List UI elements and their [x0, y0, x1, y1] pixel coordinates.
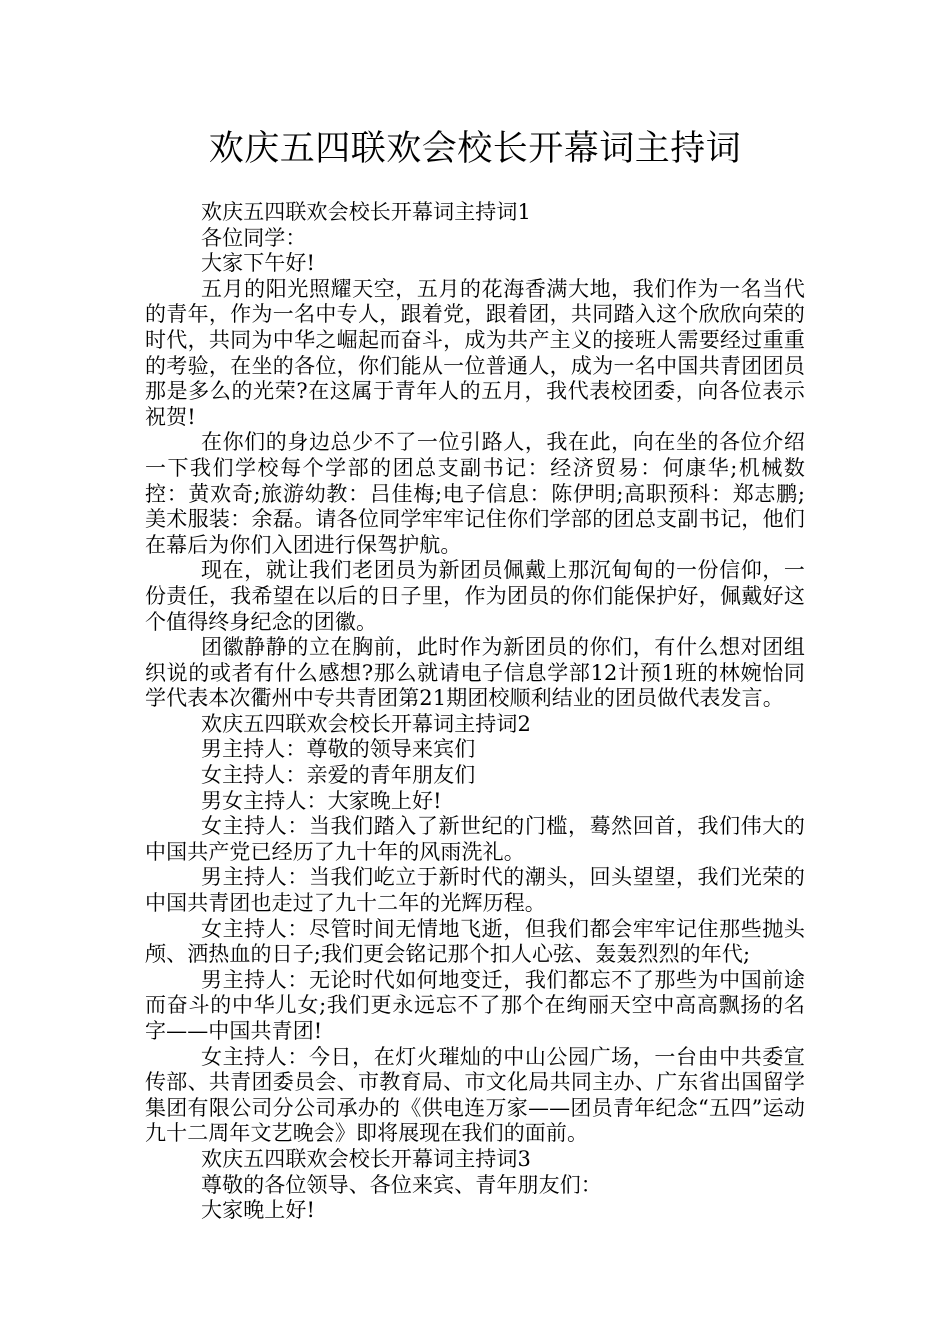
- paragraph: 大家晚上好!: [201, 1198, 316, 1223]
- paragraph: 各位同学：: [201, 225, 307, 250]
- paragraph: 女主持人：当我们踏入了新世纪的门槛，蓦然回首，我们伟大的中国共产党已经历了九十年的风雨洗礼。: [145, 814, 805, 864]
- paragraph: 欢庆五四联欢会校长开幕词主持词3: [201, 1146, 531, 1171]
- paragraph: 女主持人：尽管时间无情地飞逝，但我们都会牢牢记住那些抛头颅、洒热血的日子;我们更会铭记那个扣人心弦、轰轰烈烈的年代;: [145, 916, 805, 967]
- paragraph: 尊敬的各位领导、各位来宾、青年朋友们：: [201, 1172, 602, 1197]
- paragraph: 在你们的身边总少不了一位引路人，我在此，向在坐的各位介绍一下我们学校每个学部的团总支副书记：经济贸易：何康华;机械数控：黄欢奇;旅游幼教：吕佳梅;电子信息：陈伊明;高职预科：郑志鹏;美术服装：余磊。请各位同学牢牢记住你们学部的团总支副书记，他们在幕后为你们入团进行保驾护航。: [145, 430, 805, 557]
- paragraph: 男女主持人：大家晚上好!: [201, 788, 442, 813]
- paragraph: 现在，就让我们老团员为新团员佩戴上那沉甸甸的一份信仰，一份责任，我希望在以后的日子里，作为团员的你们能保护好，佩戴好这个值得终身纪念的团徽。: [145, 558, 805, 634]
- paragraph: 欢庆五四联欢会校长开幕词主持词2: [201, 711, 531, 736]
- paragraph: 欢庆五四联欢会校长开幕词主持词1: [201, 200, 531, 224]
- paragraph: 团徽静静的立在胸前，此时作为新团员的你们，有什么想对团组织说的或者有什么感想?那么就请电子信息学部12计预1班的林婉怡同学代表本次衢州中专共青团第21期团校顺利结业的团员做代表发言。: [145, 635, 805, 711]
- document-body: [145, 200, 805, 1224]
- paragraph: 男主持人：当我们屹立于新时代的潮头，回头望望，我们光荣的中国共青团也走过了九十二年的光辉历程。: [145, 865, 805, 916]
- paragraph: 大家下午好!: [201, 251, 316, 276]
- document-title: 欢庆五四联欢会校长开幕词主持词: [208, 129, 742, 169]
- paragraph: 男主持人：尊敬的领导来宾们: [201, 737, 476, 762]
- paragraph: 女主持人：亲爱的青年朋友们: [201, 763, 476, 788]
- paragraph: 女主持人：今日，在灯火璀灿的中山公园广场，一台由中共委宣传部、共青团委员会、市教育局、市文化局共同主办、广东省出国留学集团有限公司分公司承办的《供电连万家——团员青年纪念“五四”运动九十二周年文艺晚会》即将展现在我们的面前。: [145, 1044, 805, 1146]
- paragraph: 五月的阳光照耀天空，五月的花海香满大地，我们作为一名当代的青年，作为一名中专人，跟着党，跟着团，共同踏入这个欣欣向荣的时代，共同为中华之崛起而奋斗，成为共产主义的接班人需要经过重重的考验，在坐的各位，你们能从一位普通人，成为一名中国共青团团员那是多么的光荣?在这属于青年人的五月，我代表校团委，向各位表示祝贺!: [145, 276, 805, 429]
- paragraph: 男主持人：无论时代如何地变迁，我们都忘不了那些为中国前途而奋斗的中华儿女;我们更永远忘不了那个在绚丽天空中高高飘扬的名字——中国共青团!: [145, 967, 805, 1043]
